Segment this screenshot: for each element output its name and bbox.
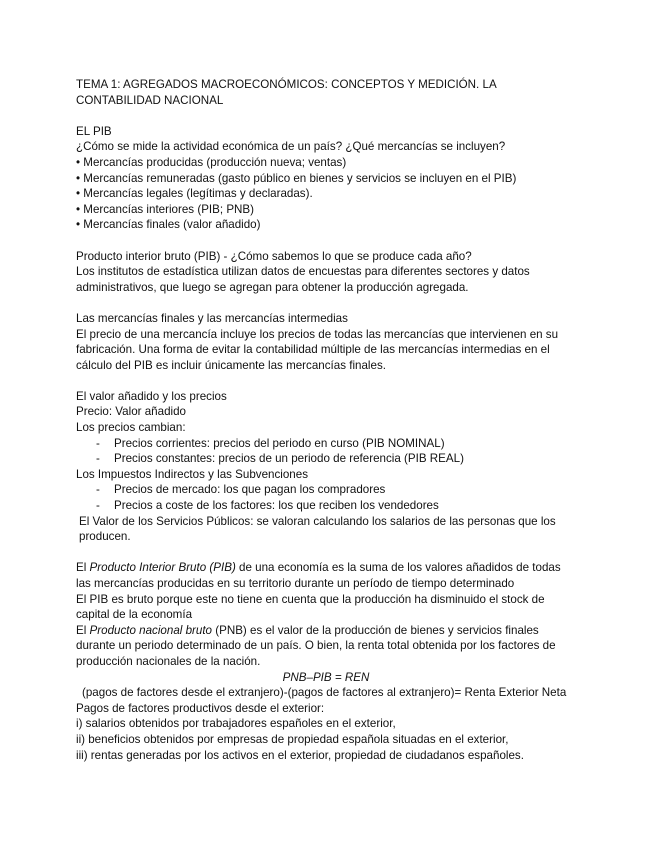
valor-heading: El valor añadido y los precios bbox=[76, 389, 227, 403]
document-title: TEMA 1: AGREGADOS MACROECONÓMICOS: CONCEPTOS Y MEDICIÓN. LA CONTABILIDAD NACIONAL bbox=[76, 78, 497, 107]
impuestos-heading: Los Impuestos Indirectos y las Subvenciones bbox=[76, 467, 308, 481]
bullet-item: • Mercancías interiores (PIB; PNB) bbox=[76, 202, 255, 216]
dash-marker: - bbox=[96, 499, 100, 513]
pib-bullet-list bbox=[76, 155, 576, 233]
spacer bbox=[76, 233, 576, 249]
dash-item bbox=[76, 482, 576, 498]
producto-heading: Producto interior bruto (PIB) - ¿Cómo sabemos lo que se produce cada año? bbox=[76, 249, 472, 263]
formula-explanation: (pagos de factores desde el extranjero)-(pagos de factores al extranjero)= Renta Exterior Neta bbox=[82, 686, 567, 700]
precio-line: Precio: Valor añadido bbox=[76, 405, 186, 419]
dash-item bbox=[76, 498, 576, 514]
mercancias-heading: Las mercancías finales y las mercancías intermedias bbox=[76, 311, 348, 325]
producto-text: Los institutos de estadística utilizan datos de encuestas para diferentes sectores y datos administrativos, que luego se agregan para obtener la producción agregada. bbox=[76, 265, 530, 294]
pagos-heading: Pagos de factores productivos desde el exterior: bbox=[76, 701, 325, 715]
dash-item-text: Precios a coste de los factores: los que reciben los vendedores bbox=[114, 499, 439, 513]
pnb-definition-intro: El bbox=[76, 623, 90, 637]
impuestos-dash-list bbox=[76, 482, 576, 513]
precios-dash-list bbox=[76, 436, 576, 467]
pib-bruto-text: El PIB es bruto porque este no tiene en cuenta que la producción ha disminuido el stock de capital de la economía bbox=[76, 592, 545, 622]
pib-term: Producto Interior Bruto (PIB) bbox=[89, 561, 236, 575]
pagos-item: i) salarios obtenidos por trabajadores españoles en el exterior, bbox=[76, 717, 396, 731]
dash-item-text: Precios de mercado: los que pagan los compradores bbox=[114, 483, 386, 497]
spacer bbox=[76, 373, 576, 389]
pib-definition-rest: de una economía es la suma de los valores añadidos de todas las mercancías producidas en su territorio durante un período de tiempo determinado bbox=[76, 561, 561, 590]
pnb-definition bbox=[76, 623, 576, 670]
dash-marker: - bbox=[96, 483, 100, 497]
spacer bbox=[76, 545, 576, 561]
dash-marker: - bbox=[96, 452, 100, 466]
mercancias-text: El precio de una mercancía incluye los precios de todas las mercancías que intervienen en su fabricación. Una forma de evitar la contabilidad múltiple de las mercancías intermedias en el cálculo del PIB es incluir únicamente las mercancías finales. bbox=[76, 327, 559, 372]
bullet-item: • Mercancías remuneradas (gasto público en bienes y servicios se incluyen en el PIB) bbox=[76, 171, 517, 185]
pnb-term: Producto nacional bruto bbox=[89, 623, 212, 637]
pib-question: ¿Cómo se mide la actividad económica de un país? ¿Qué mercancías se incluyen? bbox=[76, 140, 506, 154]
dash-item bbox=[76, 451, 576, 467]
dash-item-text: Precios constantes: precios de un periodo de referencia (PIB REAL) bbox=[114, 452, 464, 466]
pnb-definition-rest: (PNB) es el valor de la producción de bienes y servicios finales durante un periodo determinado de un país. O bien, la renta total obtenida por los factores de producción nacionales de la nación. bbox=[76, 623, 556, 668]
dash-item bbox=[76, 436, 576, 452]
pagos-item: iii) rentas generadas por los activos en el exterior, propiedad de ciudadanos españoles. bbox=[76, 748, 524, 762]
servicios-publicos-text: El Valor de los Servicios Públicos: se valoran calculando los salarios de las personas que los producen. bbox=[79, 514, 556, 544]
spacer bbox=[76, 295, 576, 311]
dash-marker: - bbox=[96, 436, 100, 450]
bullet-item: • Mercancías producidas (producción nueva; ventas) bbox=[76, 155, 347, 169]
bullet-item: • Mercancías finales (valor añadido) bbox=[76, 218, 261, 232]
pnb-formula: PNB–PIB = REN bbox=[282, 670, 370, 684]
document-body bbox=[76, 77, 576, 763]
bullet-item: • Mercancías legales (legítimas y declaradas). bbox=[76, 187, 313, 201]
precios-cambian-line: Los precios cambian: bbox=[76, 421, 186, 435]
pagos-item: ii) beneficios obtenidos por empresas de propiedad española situadas en el exterior, bbox=[76, 732, 509, 746]
dash-item-text: Precios corrientes: precios del periodo en curso (PIB NOMINAL) bbox=[114, 436, 445, 450]
spacer bbox=[76, 108, 576, 124]
pib-definition bbox=[76, 560, 576, 591]
pib-heading: EL PIB bbox=[76, 124, 112, 138]
pib-definition-intro: El bbox=[76, 561, 90, 575]
